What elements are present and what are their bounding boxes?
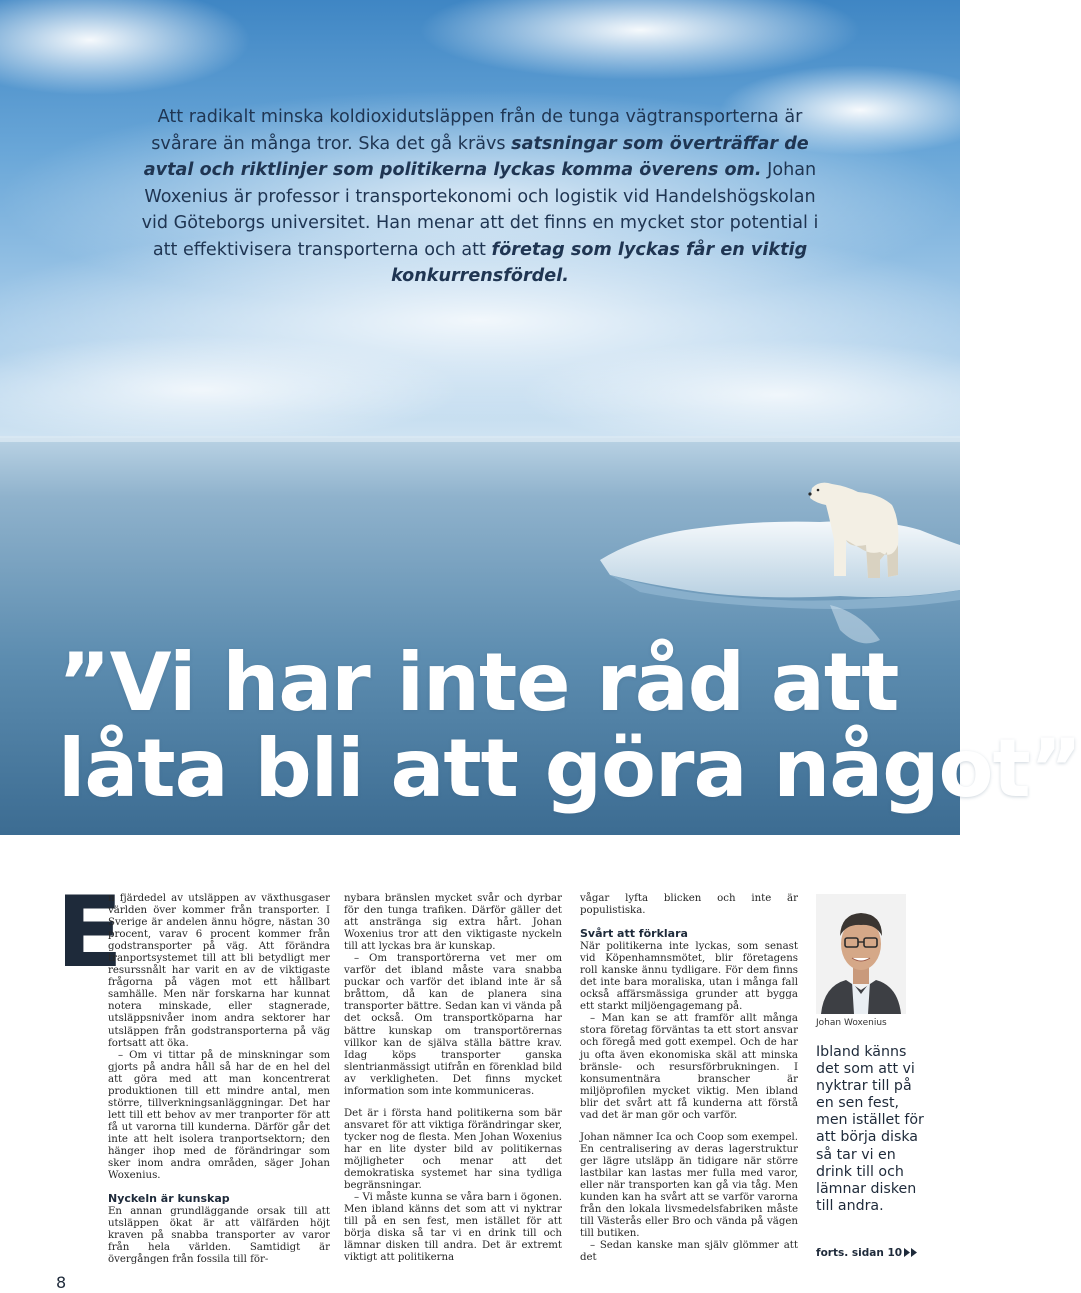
paragraph: nybara bränslen mycket svår och dyrbar för den tunga trafiken. Därför gäller det att anstränga sig extra hårt. Johan Woxenius tror att den viktigaste nyckeln till att lyckas bra är kunskap. <box>344 893 562 953</box>
paragraph: När politikerna inte lyckas, som senast vid Köpenhamnsmötet, blir företagens roll kanske ännu tydligare. För dem finns det inte bara moraliska, utan i många fall också affärsmässiga grunder att bygga ett starkt miljöengagemang på. <box>580 941 798 1013</box>
continued-link[interactable] <box>816 1247 918 1260</box>
drop-cap: E <box>56 876 123 990</box>
page-number: 8 <box>56 1273 67 1292</box>
article-column-2 <box>344 893 562 1264</box>
headline-line-2: låta bli att göra något” <box>58 722 1081 815</box>
article-column-1 <box>108 893 330 1266</box>
paragraph: – Om transportörerna vet mer om varför det ibland måste vara snabba puckar och varför det ibland inte är så bråttom, då kan de planera sina transporter bättre. Sedan kan vi vända på det också. Om transportköparna har bättre kunskap om transportörernas villkor kan de själva ställa bättre krav. Idag köps transporter ganska slentrianmässigt utifrån en förenklad bild av verkligheten. Det finns mycket information som inte kommuniceras. <box>344 953 562 1097</box>
paragraph: Det är i första hand politikerna som bär ansvaret för att viktiga förändringar sker, tycker nog de flesta. Men Johan Woxenius har en lite dyster bild av politikernas möjligheter och menar att det demokratiska systemet har sina tydliga begränsningar. <box>344 1107 562 1192</box>
intro-emphasis-1: satsningar som överträffar de avtal och riktlinjer som politikerna lyckas komma överens om. <box>143 133 809 180</box>
article-column-3 <box>580 893 798 1264</box>
paragraph: – Man kan se att framför allt många stora företag förväntas ta ett stort ansvar och föregå med gott exempel. Och de har ju ofta även ekonomiska skäl att minska bränsle- och resursförbrukningen. I konsumentnära branscher är miljöprofilen mycket viktig. Men ibland blir det svårt att få kunderna att förstå vad det är man gör och varför. <box>580 1013 798 1121</box>
paragraph: Johan nämner Ica och Coop som exempel. En centralisering av deras lagerstruktur ger lägre utsläpp än tidigare när större lastbilar kan lastas mer fulla med varor, eller när transporten kan gå via tåg. Men kunden kan ha svårt att se varför varorna från den lokala livsmedelsfabriken måste till Västerås eller Bro och vända på vägen till butiken. <box>580 1131 798 1240</box>
paragraph: – Sedan kanske man själv glömmer att det <box>580 1240 798 1264</box>
double-arrow-right-icon <box>904 1248 918 1260</box>
paragraph: vågar lyfta blicken och inte är populistiska. <box>580 893 798 917</box>
headline-quote <box>58 636 1081 815</box>
paragraph: – Om vi tittar på de minskningar som gjorts på andra håll så har de en hel del att göra med att man koncentrerat produktionen till ett mindre antal, men större, tillverkningsanläggningar. Det har lett till ett behov av mer tranporter för att få ut varorna till kunderna. Därför går det inte att helt isolera tranportsektorn; den hänger ihop med de förändringar som sker inom andra områden, säger Johan Woxenius. <box>108 1049 330 1182</box>
intro-paragraph: Att radikalt minska koldioxidutsläppen från de tunga vägtransporterna är svårare än många tror. Ska det gå krävs satsningar som överträffar de avtal och riktlinjer som politikerna lyckas komma överens om. Johan Woxenius är professor i transportekonomi och logistik vid Handelshögskolan vid Göteborgs universitet. Han menar att det finns en mycket stor potential i att effektivisera transporterna och att företag som lyckas får en viktig konkurrensfördel. <box>141 107 819 286</box>
paragraph: – Vi måste kunna se våra barn i ögonen. Men ibland känns det som att vi nyktrar till på en sen fest, men istället för att börja diska så tar vi en drink till och lämnar disken till andra. Det är extremt viktigt att politikerna <box>344 1192 562 1264</box>
intro-emphasis-2: företag som lyckas får en viktig konkurrensfördel. <box>391 239 808 286</box>
portrait-photo <box>816 894 906 1014</box>
paragraph: En annan grundläggande orsak till att utsläppen ökat är att välfärden höjt kraven på snabba transporter av varor från hela världen. Samtidigt är övergången från fossila till för- <box>108 1206 330 1266</box>
photo-caption: Johan Woxenius <box>816 1018 887 1028</box>
continued-label: forts. sidan 10 <box>816 1247 903 1259</box>
headline-line-1: ”Vi har inte råd att <box>58 636 899 729</box>
pull-quote: Ibland känns det som att vi nyktrar till på en sen fest, men istället för att börja diska så tar vi en drink till och lämnar disken till andra. <box>816 1044 924 1214</box>
subheading: Svårt att förklara <box>580 927 688 941</box>
paragraph: n fjärdedel av utsläppen av växthusgaser världen över kommer från transporter. I Sverige är andelen ännu högre, nästan 30 procent, varav 6 procent kommer från godstransporter på väg. Att förändra tranportsystemet till att bli betydligt mer resurssnålt har varit en av de viktigaste frågorna på vägen mot ett hållbart samhälle. Men när forskarna har kunnat notera minskade, eller stagnerade, utsläppsnivåer inom andra sektorer har utsläppen från godstransporterna på väg fortsatt att öka. <box>108 893 330 1049</box>
subheading: Nyckeln är kunskap <box>108 1192 230 1206</box>
